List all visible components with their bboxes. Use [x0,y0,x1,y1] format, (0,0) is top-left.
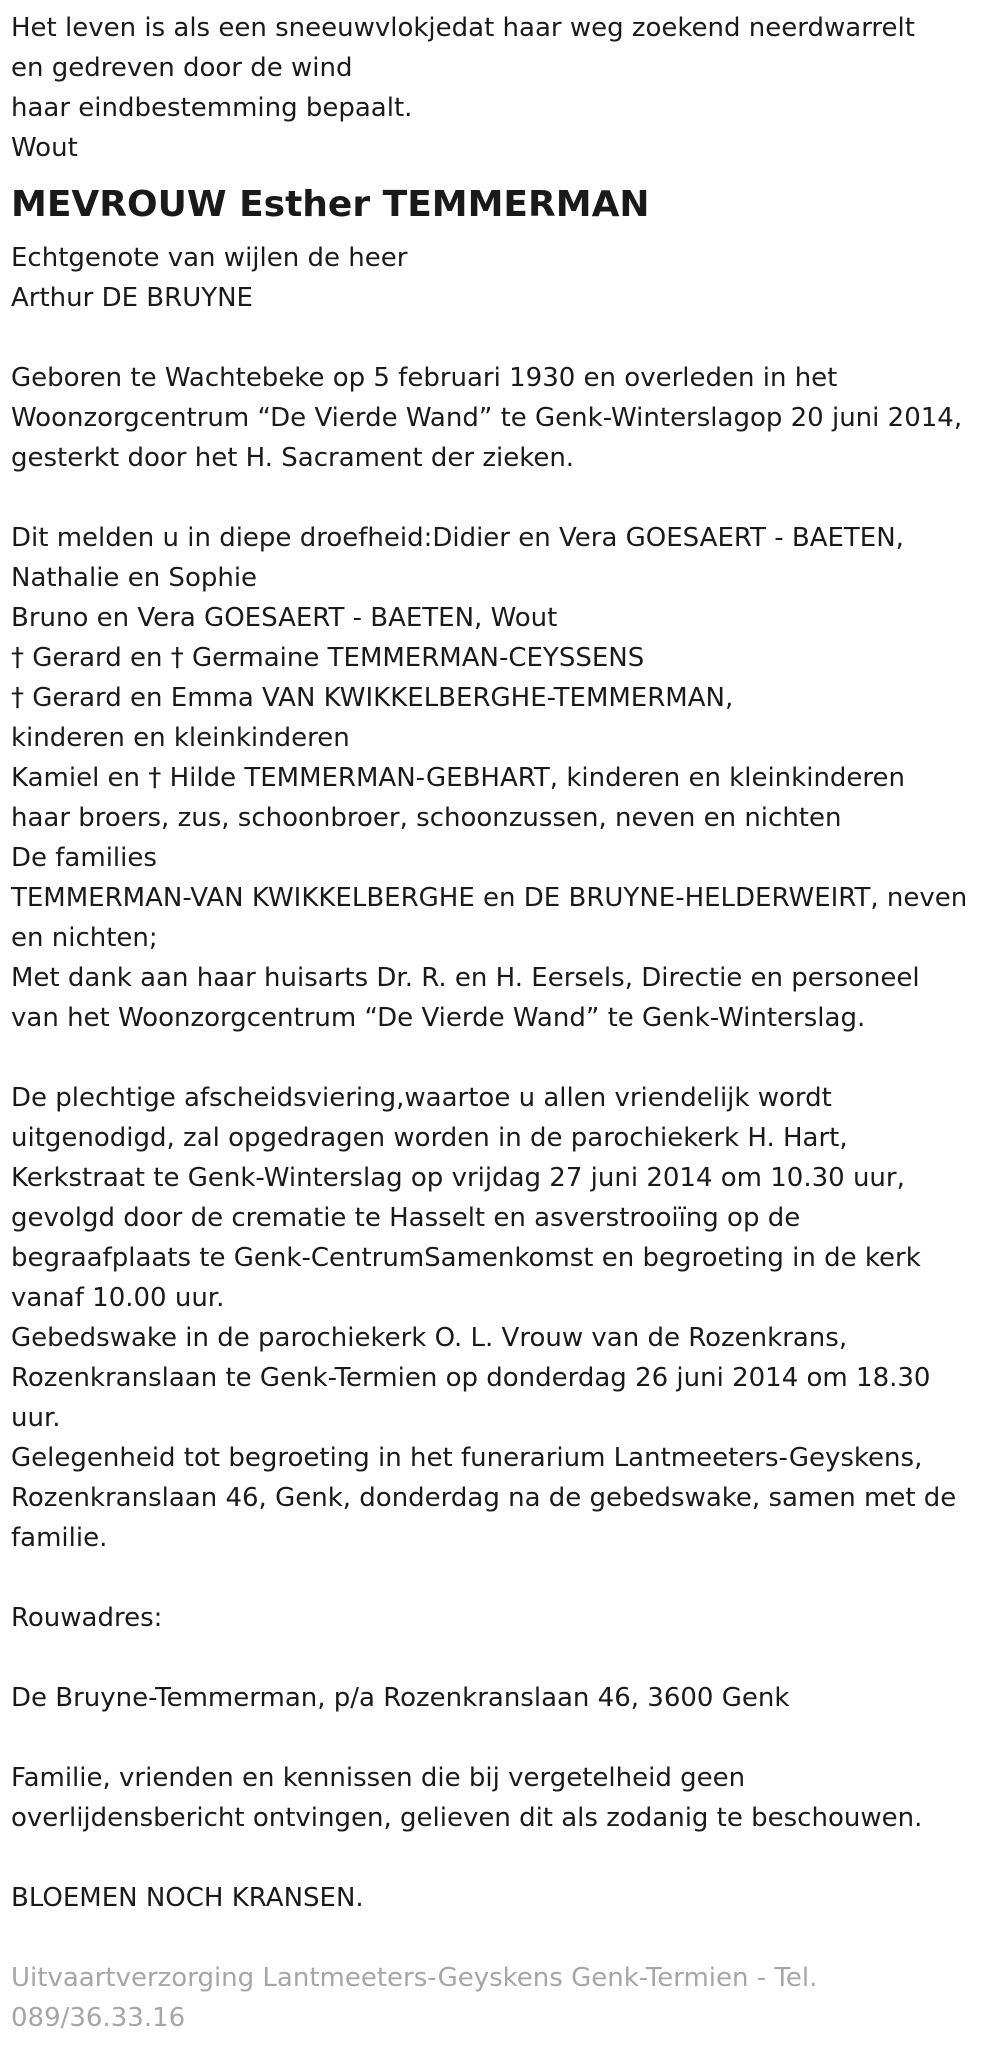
birth-death-line: Woonzorgcentrum “De Vierde Wand” te Genk-Winterslagop 20 juni 2014, [11,403,963,433]
family-line: † Gerard en † Germaine TEMMERMAN-CEYSSENS [11,643,645,673]
spacer [11,1558,996,1598]
ceremony-line: uitgenodigd, zal opgedragen worden in de parochiekerk H. Hart, [11,1123,848,1153]
spacer [11,478,996,518]
family-line: TEMMERMAN-VAN KWIKKELBERGHE en DE BRUYNE-HELDERWEIRT, neven [11,883,968,913]
ceremony-line: uur. [11,1403,61,1433]
family-line: † Gerard en Emma VAN KWIKKELBERGHE-TEMMERMAN, [11,683,734,713]
ceremony-line: begraafplaats te Genk-CentrumSamenkomst en begroeting in de kerk [11,1243,921,1273]
spacer [11,1718,996,1758]
family-line: Met dank aan haar huisarts Dr. R. en H. Eersels, Directie en personeel [11,963,920,993]
spouse-line: Echtgenote van wijlen de heer [11,243,408,273]
spacer [11,1918,996,1958]
notice-line: overlijdensbericht ontvingen, gelieven dit als zodanig te beschouwen. [11,1803,923,1833]
ceremony-line: Rozenkranslaan te Genk-Termien op donderdag 26 juni 2014 om 18.30 [11,1363,931,1393]
birth-death-line: Geboren te Wachtebeke op 5 februari 1930 en overleden in het [11,363,838,393]
spacer [11,318,996,358]
family-line: Dit melden u in diepe droefheid:Didier en Vera GOESAERT - BAETEN, [11,523,904,553]
family-line: Nathalie en Sophie [11,563,258,593]
ceremony-line: Rozenkranslaan 46, Genk, donderdag na de gebedswake, samen met de [11,1483,957,1513]
ceremony-line: vanaf 10.00 uur. [11,1283,225,1313]
deceased-name-title: MEVROUW Esther TEMMERMAN [11,184,650,225]
notice-line: Familie, vrienden en kennissen die bij vergetelheid geen [11,1763,746,1793]
spacer [11,1838,996,1878]
ceremony-line: Gelegenheid tot begroeting in het funerarium Lantmeeters-Geyskens, [11,1443,923,1473]
ceremony-line: Gebedswake in de parochiekerk O. L. Vrouw van de Rozenkrans, [11,1323,848,1353]
funeral-director-footer [11,1958,996,2038]
ceremony-section [11,1078,996,1558]
footer-phone: 089/36.33.16 [11,2003,186,2033]
poem-line: en gedreven door de wind [11,53,353,83]
family-line: Bruno en Vera GOESAERT - BAETEN, Wout [11,603,558,633]
mourning-address: De Bruyne-Temmerman, p/a Rozenkranslaan 46, 3600 Genk [11,1683,790,1713]
spacer [11,1038,996,1078]
spacer [11,1638,996,1678]
birth-death-line: gesterkt door het H. Sacrament der zieken. [11,443,575,473]
notice-section [11,1758,996,1838]
obituary-notice [11,8,996,2038]
family-line: De families [11,843,157,873]
poem-line: Het leven is als een sneeuwvlokjedat haar weg zoekend neerdwarrelt [11,13,915,43]
family-section [11,518,996,1038]
poem-line: haar eindbestemming bepaalt. [11,93,413,123]
family-line: van het Woonzorgcentrum “De Vierde Wand” te Genk-Winterslag. [11,1003,866,1033]
family-line: Kamiel en † Hilde TEMMERMAN-GEBHART, kinderen en kleinkinderen [11,763,906,793]
poem [11,8,996,168]
ceremony-line: Kerkstraat te Genk-Winterslag op vrijdag 27 juni 2014 om 10.30 uur, [11,1163,905,1193]
ceremony-line: gevolgd door de crematie te Hasselt en asverstrooiïng op de [11,1203,801,1233]
family-line: kinderen en kleinkinderen [11,723,350,753]
flowers-note: BLOEMEN NOCH KRANSEN. [11,1883,364,1913]
ceremony-line: familie. [11,1523,108,1553]
footer-line: Uitvaartverzorging Lantmeeters-Geyskens Genk-Termien - Tel. [11,1963,818,1993]
birth-death-section [11,358,996,478]
family-line: en nichten; [11,923,158,953]
address-label: Rouwadres: [11,1603,163,1633]
poem-author: Wout [11,133,78,163]
ceremony-line: De plechtige afscheidsviering,waartoe u allen vriendelijk wordt [11,1083,832,1113]
spouse-section [11,238,996,318]
family-line: haar broers, zus, schoonbroer, schoonzussen, neven en nichten [11,803,842,833]
spouse-line: Arthur DE BRUYNE [11,283,253,313]
